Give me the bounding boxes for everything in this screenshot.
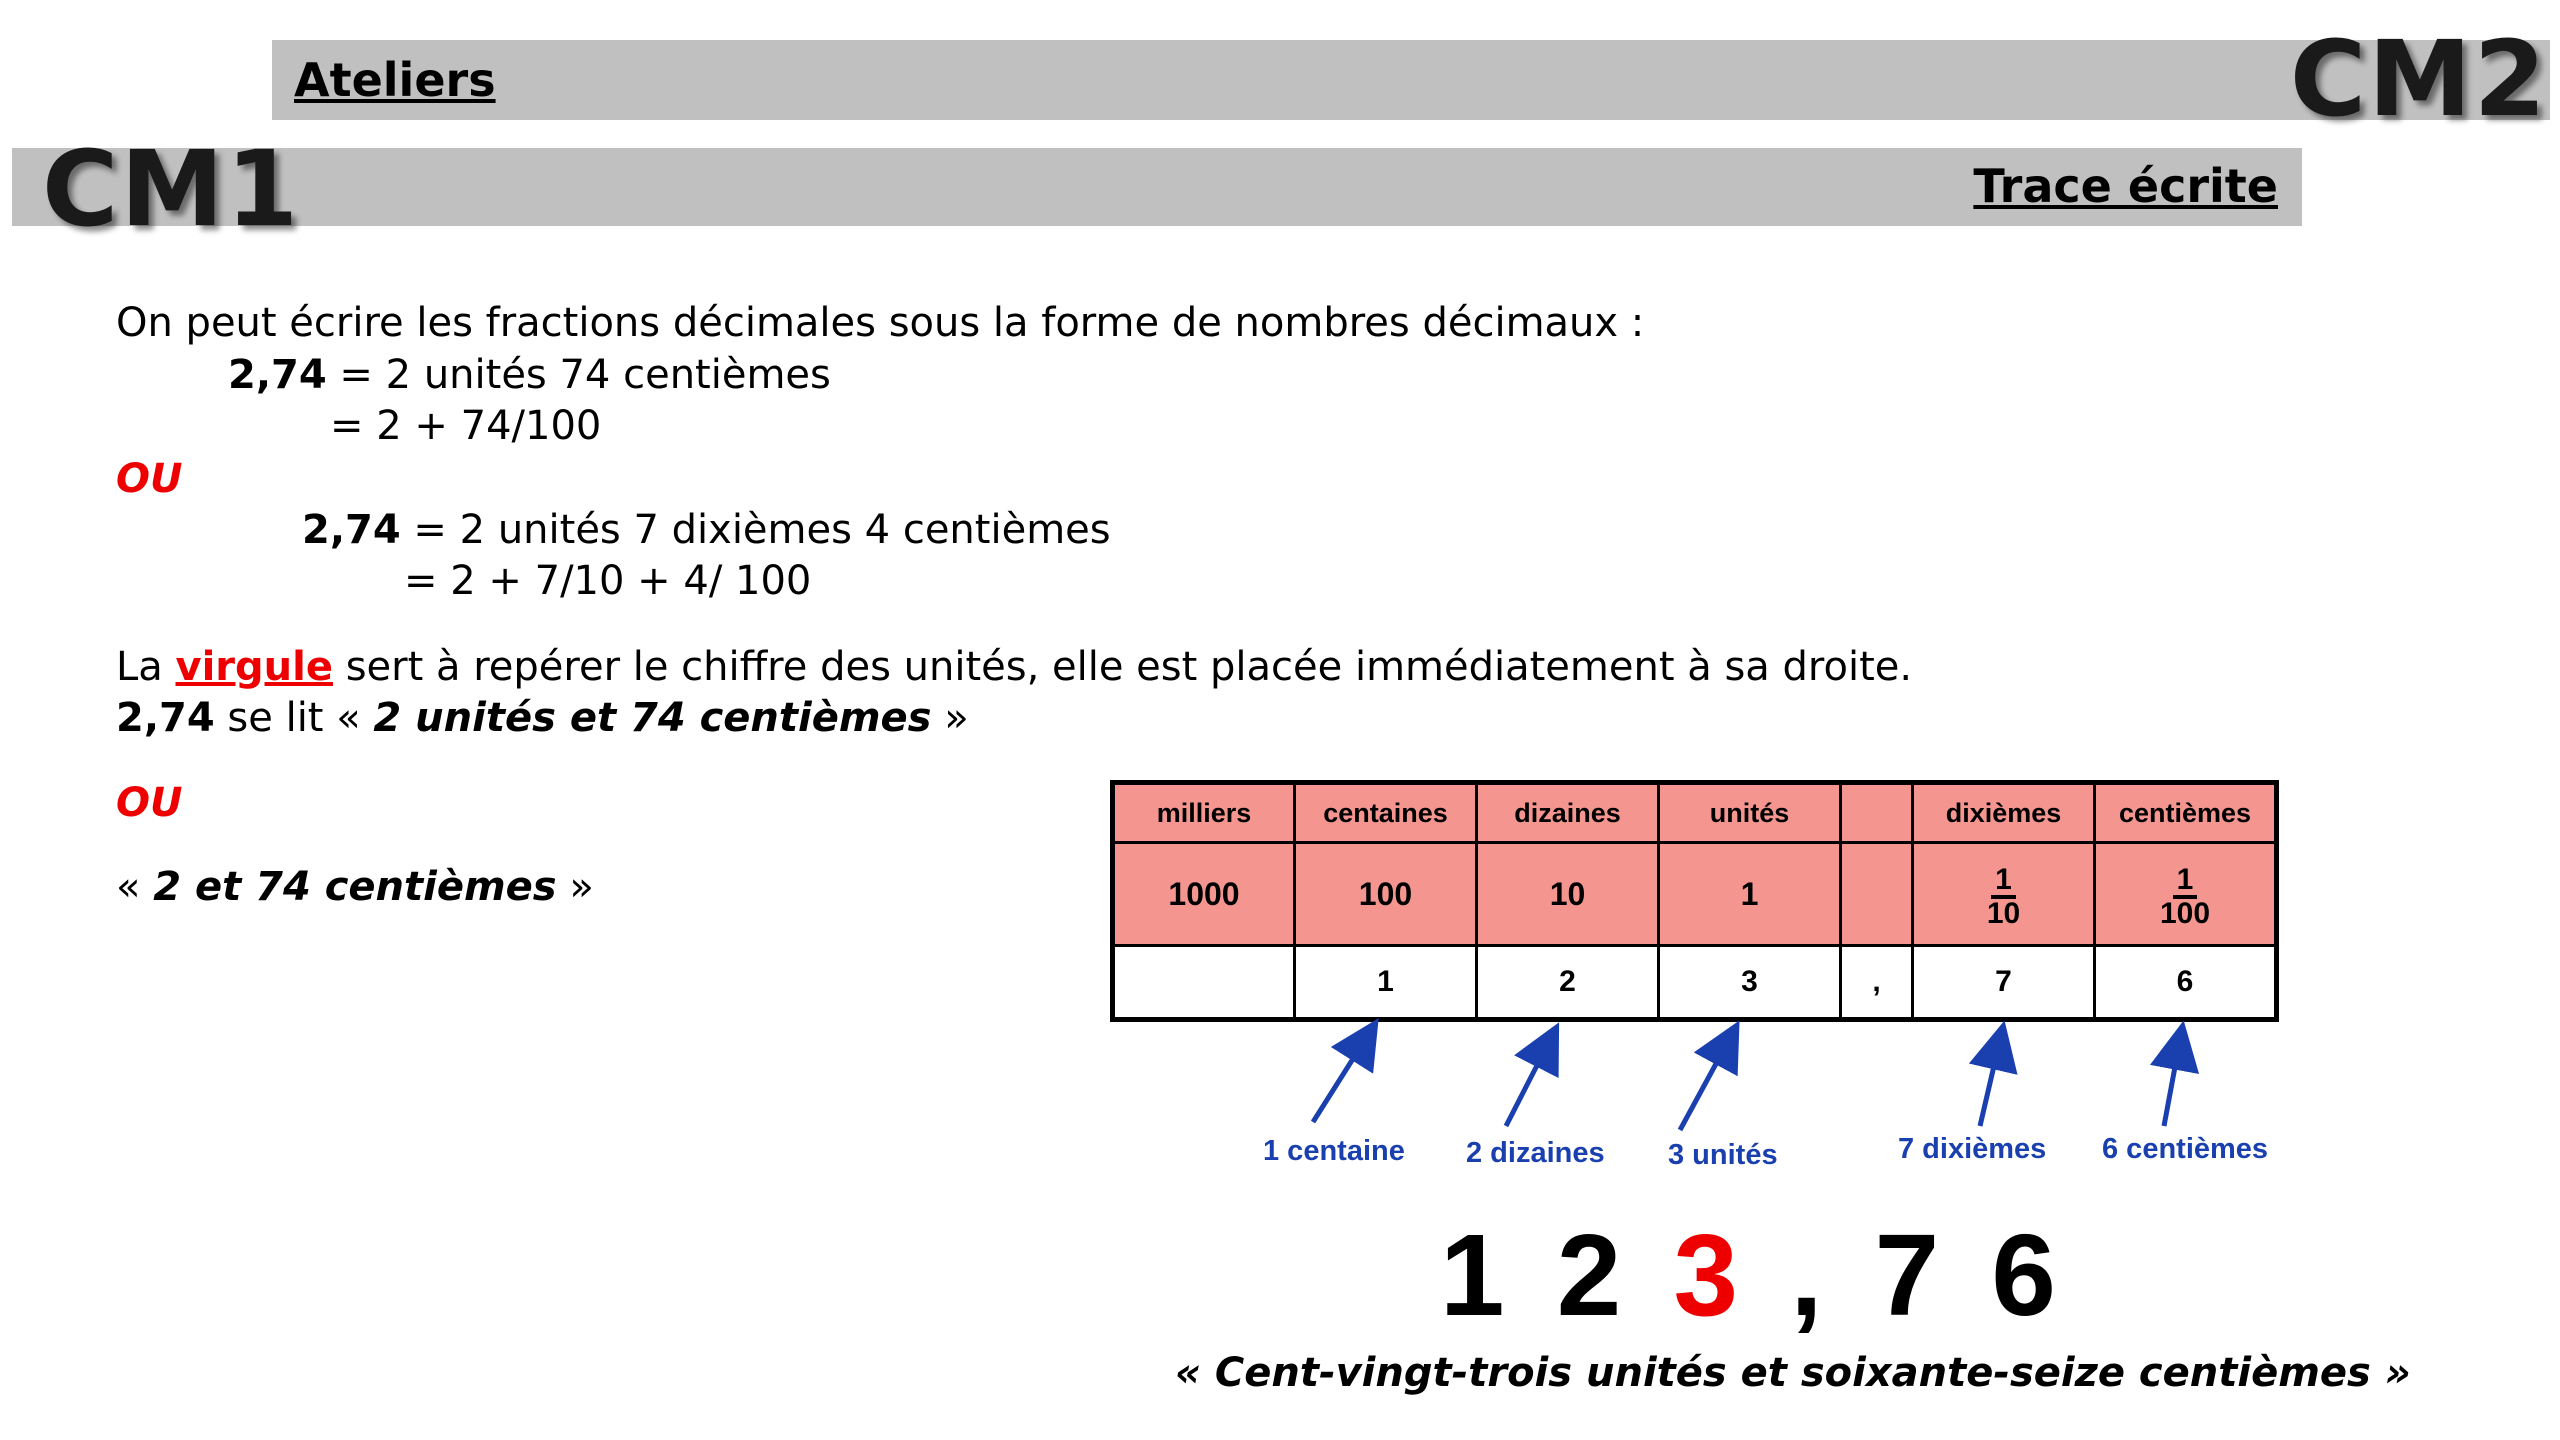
ou-label-2: OU: [116, 780, 183, 826]
virgule-pre: La: [116, 644, 176, 690]
big-decimal-number: [1440, 1210, 2066, 1340]
header-cell: centaines: [1295, 783, 1477, 843]
virgule-word: virgule: [175, 644, 333, 690]
label-unites: 3 unités: [1668, 1139, 1778, 1171]
big-number-before: 1 2: [1440, 1210, 1674, 1340]
arrow-unites: [1680, 1038, 1730, 1130]
value-cell: 1000: [1113, 843, 1295, 946]
header-cell: dixièmes: [1913, 783, 2095, 843]
value-cell: 1: [1659, 843, 1841, 946]
reading-italic: 2 unités et 74 centièmes: [373, 695, 932, 741]
example-2-number: 2,74: [302, 507, 401, 553]
number-reading: « Cent-vingt-trois unités et soixante-seize centièmes »: [1175, 1350, 2411, 1396]
digit-cell: 2: [1477, 946, 1659, 1020]
label-centiemes: 6 centièmes: [2102, 1133, 2269, 1165]
big-number-highlight: 3: [1673, 1210, 1748, 1340]
digit-cell: 1: [1295, 946, 1477, 1020]
alt-open: «: [116, 864, 154, 910]
intro-text: On peut écrire les fractions décimales sous la forme de nombres décimaux :: [116, 300, 1645, 346]
fraction-numerator: 1: [2173, 865, 2198, 899]
label-dizaines: 2 dizaines: [1466, 1137, 1605, 1169]
value-cell: 10: [1477, 843, 1659, 946]
digit-cell: 3: [1659, 946, 1841, 1020]
ou-label-1: OU: [116, 456, 183, 502]
header-cell: milliers: [1113, 783, 1295, 843]
digit-cell: 6: [2095, 946, 2277, 1020]
reading-end: »: [931, 695, 969, 741]
label-centaine: 1 centaine: [1263, 1135, 1405, 1167]
example-2-line-2: = 2 + 7/10 + 4/ 100: [404, 558, 812, 604]
header-cell: centièmes: [2095, 783, 2277, 843]
alt-italic: 2 et 74 centièmes: [153, 864, 557, 910]
example-1-number: 2,74: [228, 352, 327, 398]
ateliers-title: Ateliers: [294, 53, 496, 107]
example-2-text: = 2 unités 7 dixièmes 4 centièmes: [400, 507, 1111, 553]
arrow-centaine: [1313, 1035, 1368, 1122]
header-cell: dizaines: [1477, 783, 1659, 843]
fraction-denominator: 100: [2159, 896, 2211, 930]
header-cell: unités: [1659, 783, 1841, 843]
example-1-text: = 2 unités 74 centièmes: [326, 352, 831, 398]
big-number-after: , 7 6: [1748, 1210, 2066, 1340]
example-1-line-2: = 2 + 74/100: [330, 403, 602, 449]
arrow-centiemes: [2164, 1040, 2180, 1126]
label-dixiemes: 7 dixièmes: [1898, 1133, 2047, 1165]
alt-close: »: [556, 864, 594, 910]
cm1-label: CM1: [42, 128, 301, 250]
comma-cell: ,: [1841, 946, 1913, 1020]
arrow-dixiemes: [1980, 1040, 2000, 1126]
cm2-label: CM2: [2289, 18, 2548, 140]
arrow-dizaines: [1506, 1040, 1550, 1126]
fraction-numerator: 1: [1991, 865, 2016, 899]
trace-ecrite-title: Trace écrite: [1973, 159, 2278, 213]
virgule-post: sert à repérer le chiffre des unités, elle est placée immédiatement à sa droite.: [332, 644, 1913, 690]
value-cell: 100: [1295, 843, 1477, 946]
fraction-denominator: 10: [1986, 896, 2021, 930]
digit-cell: 7: [1913, 946, 2095, 1020]
reading-number: 2,74: [116, 695, 215, 741]
reading-mid: se lit «: [214, 695, 374, 741]
